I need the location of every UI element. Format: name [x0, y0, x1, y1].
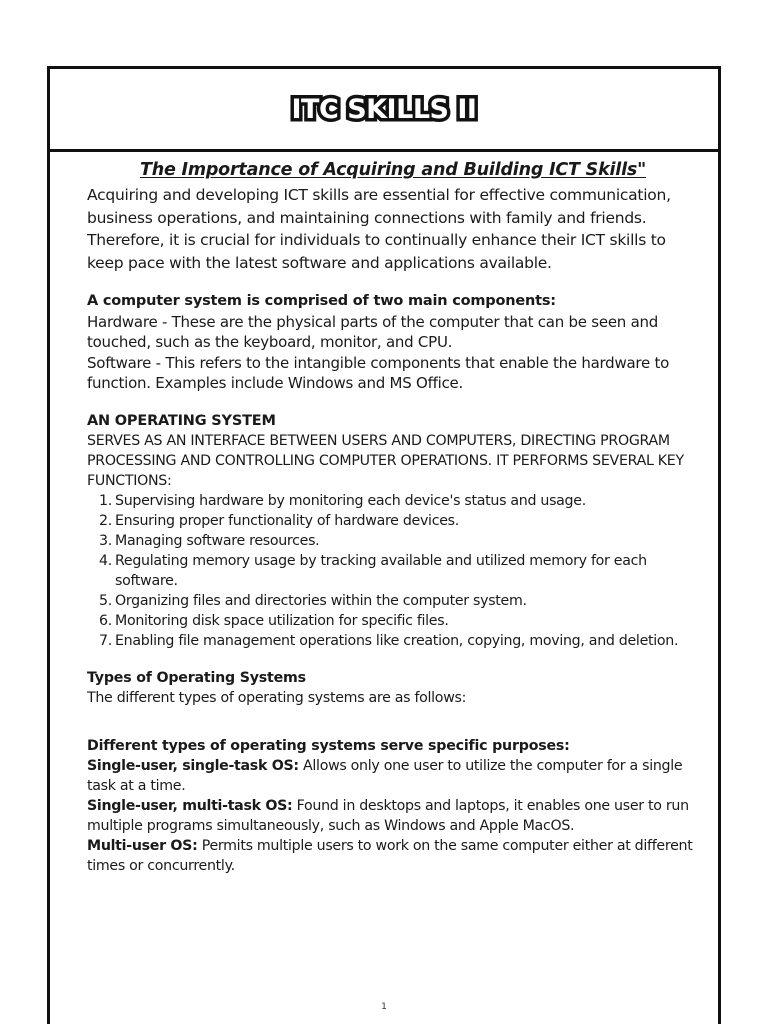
- list-number: 2.: [99, 513, 112, 529]
- components-heading: A computer system is comprised of two main components:: [87, 293, 556, 309]
- types-heading: Types of Operating Systems: [87, 670, 306, 686]
- list-item: [99, 591, 699, 611]
- hardware-paragraph: Hardware - These are the physical parts of the computer that can be seen and touched, such as the keyboard, monitor, and CPU.: [87, 312, 659, 351]
- list-text: Ensuring proper functionality of hardware devices.: [115, 513, 459, 529]
- list-item: [99, 531, 699, 551]
- components-section: [87, 291, 699, 394]
- list-item: [99, 611, 699, 631]
- list-number: 5.: [99, 593, 112, 609]
- os-heading: AN OPERATING SYSTEM: [87, 412, 276, 429]
- list-item: [99, 551, 699, 591]
- list-number: 7.: [99, 633, 112, 649]
- purposes-heading: Different types of operating systems serve specific purposes:: [87, 738, 570, 754]
- list-number: 6.: [99, 613, 112, 629]
- intro-paragraph: Acquiring and developing ICT skills are essential for effective communication, business operations, and maintaining connections with family and friends. Therefore, it is crucial for individuals to continually enhance their ICT skills to keep pace with the latest software and applications available.: [87, 186, 671, 272]
- os-functions-list: [87, 491, 699, 651]
- list-text: Organizing files and directories within the computer system.: [115, 593, 527, 609]
- spacer: [87, 708, 699, 736]
- list-number: 3.: [99, 533, 112, 549]
- software-paragraph: Software - This refers to the intangible components that enable the hardware to function. Examples include Windows and MS Office.: [87, 353, 670, 392]
- list-text: Supervising hardware by monitoring each device's status and usage.: [115, 493, 586, 509]
- document-title: ITC SKILLS II: [291, 93, 477, 125]
- list-item: [99, 491, 699, 511]
- os-section: [87, 411, 699, 652]
- list-number: 1.: [99, 493, 112, 509]
- definition-text: Permits multiple users to work on the same computer either at different times or concurrently.: [87, 838, 693, 874]
- list-text: Monitoring disk space utilization for specific files.: [115, 613, 449, 629]
- title-box: [47, 66, 721, 152]
- purposes-section: [87, 736, 699, 876]
- definition-item: [87, 796, 699, 836]
- definition-term: Single-user, single-task OS:: [87, 758, 299, 774]
- page-number: 1: [381, 1002, 387, 1012]
- subtitle: The Importance of Acquiring and Building ICT Skills": [139, 160, 647, 180]
- document-body: [87, 160, 699, 876]
- list-text: Enabling file management operations like creation, copying, moving, and deletion.: [115, 633, 679, 649]
- definition-term: Single-user, multi-task OS:: [87, 798, 293, 814]
- list-number: 4.: [99, 553, 112, 569]
- definition-text: Allows only one user to utilize the computer for a single task at a time.: [87, 758, 683, 794]
- list-item: [99, 631, 699, 651]
- definition-text: Found in desktops and laptops, it enables one user to run multiple programs simultaneously, such as Windows and Apple MacOS.: [87, 798, 689, 834]
- list-item: [99, 511, 699, 531]
- list-text: Regulating memory usage by tracking available and utilized memory for each software.: [115, 553, 647, 589]
- definition-term: Multi-user OS:: [87, 838, 198, 854]
- os-lead: SERVES AS AN INTERFACE BETWEEN USERS AND COMPUTERS, DIRECTING PROGRAM PROCESSING AND CONTROLLING COMPUTER OPERATIONS. IT PERFORMS SEVERAL KEY FUNCTIONS:: [87, 433, 684, 489]
- types-text: The different types of operating systems are as follows:: [87, 690, 467, 706]
- types-section: [87, 668, 699, 708]
- list-text: Managing software resources.: [115, 533, 320, 549]
- definition-item: [87, 836, 699, 876]
- definition-item: [87, 756, 699, 796]
